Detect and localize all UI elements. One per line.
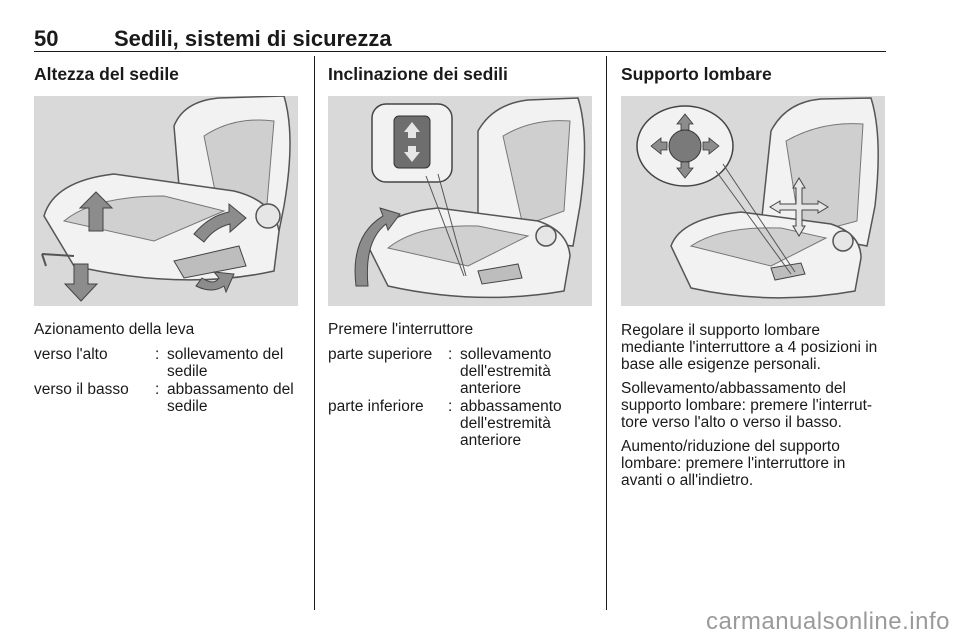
column-lumbar-support bbox=[621, 64, 772, 85]
definition-text-line: sollevamento bbox=[460, 346, 552, 363]
paragraph-line: lombare: premere l'interruttore in bbox=[621, 455, 846, 472]
definition-text-line: anteriore bbox=[460, 380, 522, 397]
paragraph-line: Aumento/riduzione del supporto bbox=[621, 438, 840, 455]
paragraph-lumbar-up-down bbox=[621, 380, 889, 431]
definition-term: parte inferiore bbox=[328, 398, 424, 415]
paragraph-line: Regolare il supporto lombare bbox=[621, 322, 821, 339]
paragraph-line: supporto lombare: premere l'interrut- bbox=[621, 397, 873, 414]
caption-seat-tilt: Premere l'interruttore bbox=[328, 321, 474, 338]
definition-colon: : bbox=[155, 381, 160, 398]
definition-row bbox=[328, 398, 598, 449]
column-seat-height bbox=[34, 64, 179, 85]
seat-tilt-switch-illustration bbox=[328, 96, 592, 306]
page-number: 50 bbox=[34, 26, 59, 51]
paragraph-line: base alle esigenze personali. bbox=[621, 356, 821, 373]
definition-colon: : bbox=[448, 346, 453, 363]
seat-height-lever-illustration bbox=[34, 96, 298, 306]
heading-seat-height: Altezza del sedile bbox=[34, 64, 179, 84]
column-seat-tilt bbox=[328, 64, 508, 85]
definition-row bbox=[34, 381, 304, 415]
paragraph-line: Sollevamento/abbassamento del bbox=[621, 380, 846, 397]
definition-term: verso l'alto bbox=[34, 346, 108, 363]
paragraph-line: mediante l'interruttore a 4 posizioni in bbox=[621, 339, 878, 356]
definition-text-line: anteriore bbox=[460, 432, 522, 449]
definition-term: verso il basso bbox=[34, 381, 129, 398]
definition-row bbox=[328, 346, 598, 397]
heading-lumbar-support: Supporto lombare bbox=[621, 64, 772, 84]
header-rule bbox=[34, 51, 886, 52]
paragraph-lumbar-forward-back bbox=[621, 438, 889, 489]
column-divider-1 bbox=[314, 56, 315, 610]
caption-seat-height: Azionamento della leva bbox=[34, 321, 195, 338]
column-divider-2 bbox=[606, 56, 607, 610]
definition-text-line: sedile bbox=[167, 398, 208, 415]
heading-seat-tilt: Inclinazione dei sedili bbox=[328, 64, 508, 84]
definition-text-line: abbassamento bbox=[460, 398, 562, 415]
definition-text-line: sedile bbox=[167, 363, 208, 380]
paragraph-lumbar-intro bbox=[621, 322, 889, 373]
definition-text-line: dell'estremità bbox=[460, 363, 551, 380]
lumbar-support-switch-illustration bbox=[621, 96, 885, 306]
definition-text-line: sollevamento del bbox=[167, 346, 284, 363]
definition-text-line: dell'estremità bbox=[460, 415, 551, 432]
definition-row bbox=[34, 346, 304, 380]
definition-colon: : bbox=[448, 398, 453, 415]
definition-text-line: abbassamento del bbox=[167, 381, 294, 398]
paragraph-line: avanti o all'indietro. bbox=[621, 472, 754, 489]
definition-colon: : bbox=[155, 346, 160, 363]
watermark: carmanualsonline.info bbox=[706, 608, 950, 635]
paragraph-line: tore verso l'alto o verso il basso. bbox=[621, 414, 842, 431]
definition-term: parte superiore bbox=[328, 346, 433, 363]
page-header bbox=[34, 24, 886, 54]
section-title: Sedili, sistemi di sicurezza bbox=[114, 26, 392, 51]
